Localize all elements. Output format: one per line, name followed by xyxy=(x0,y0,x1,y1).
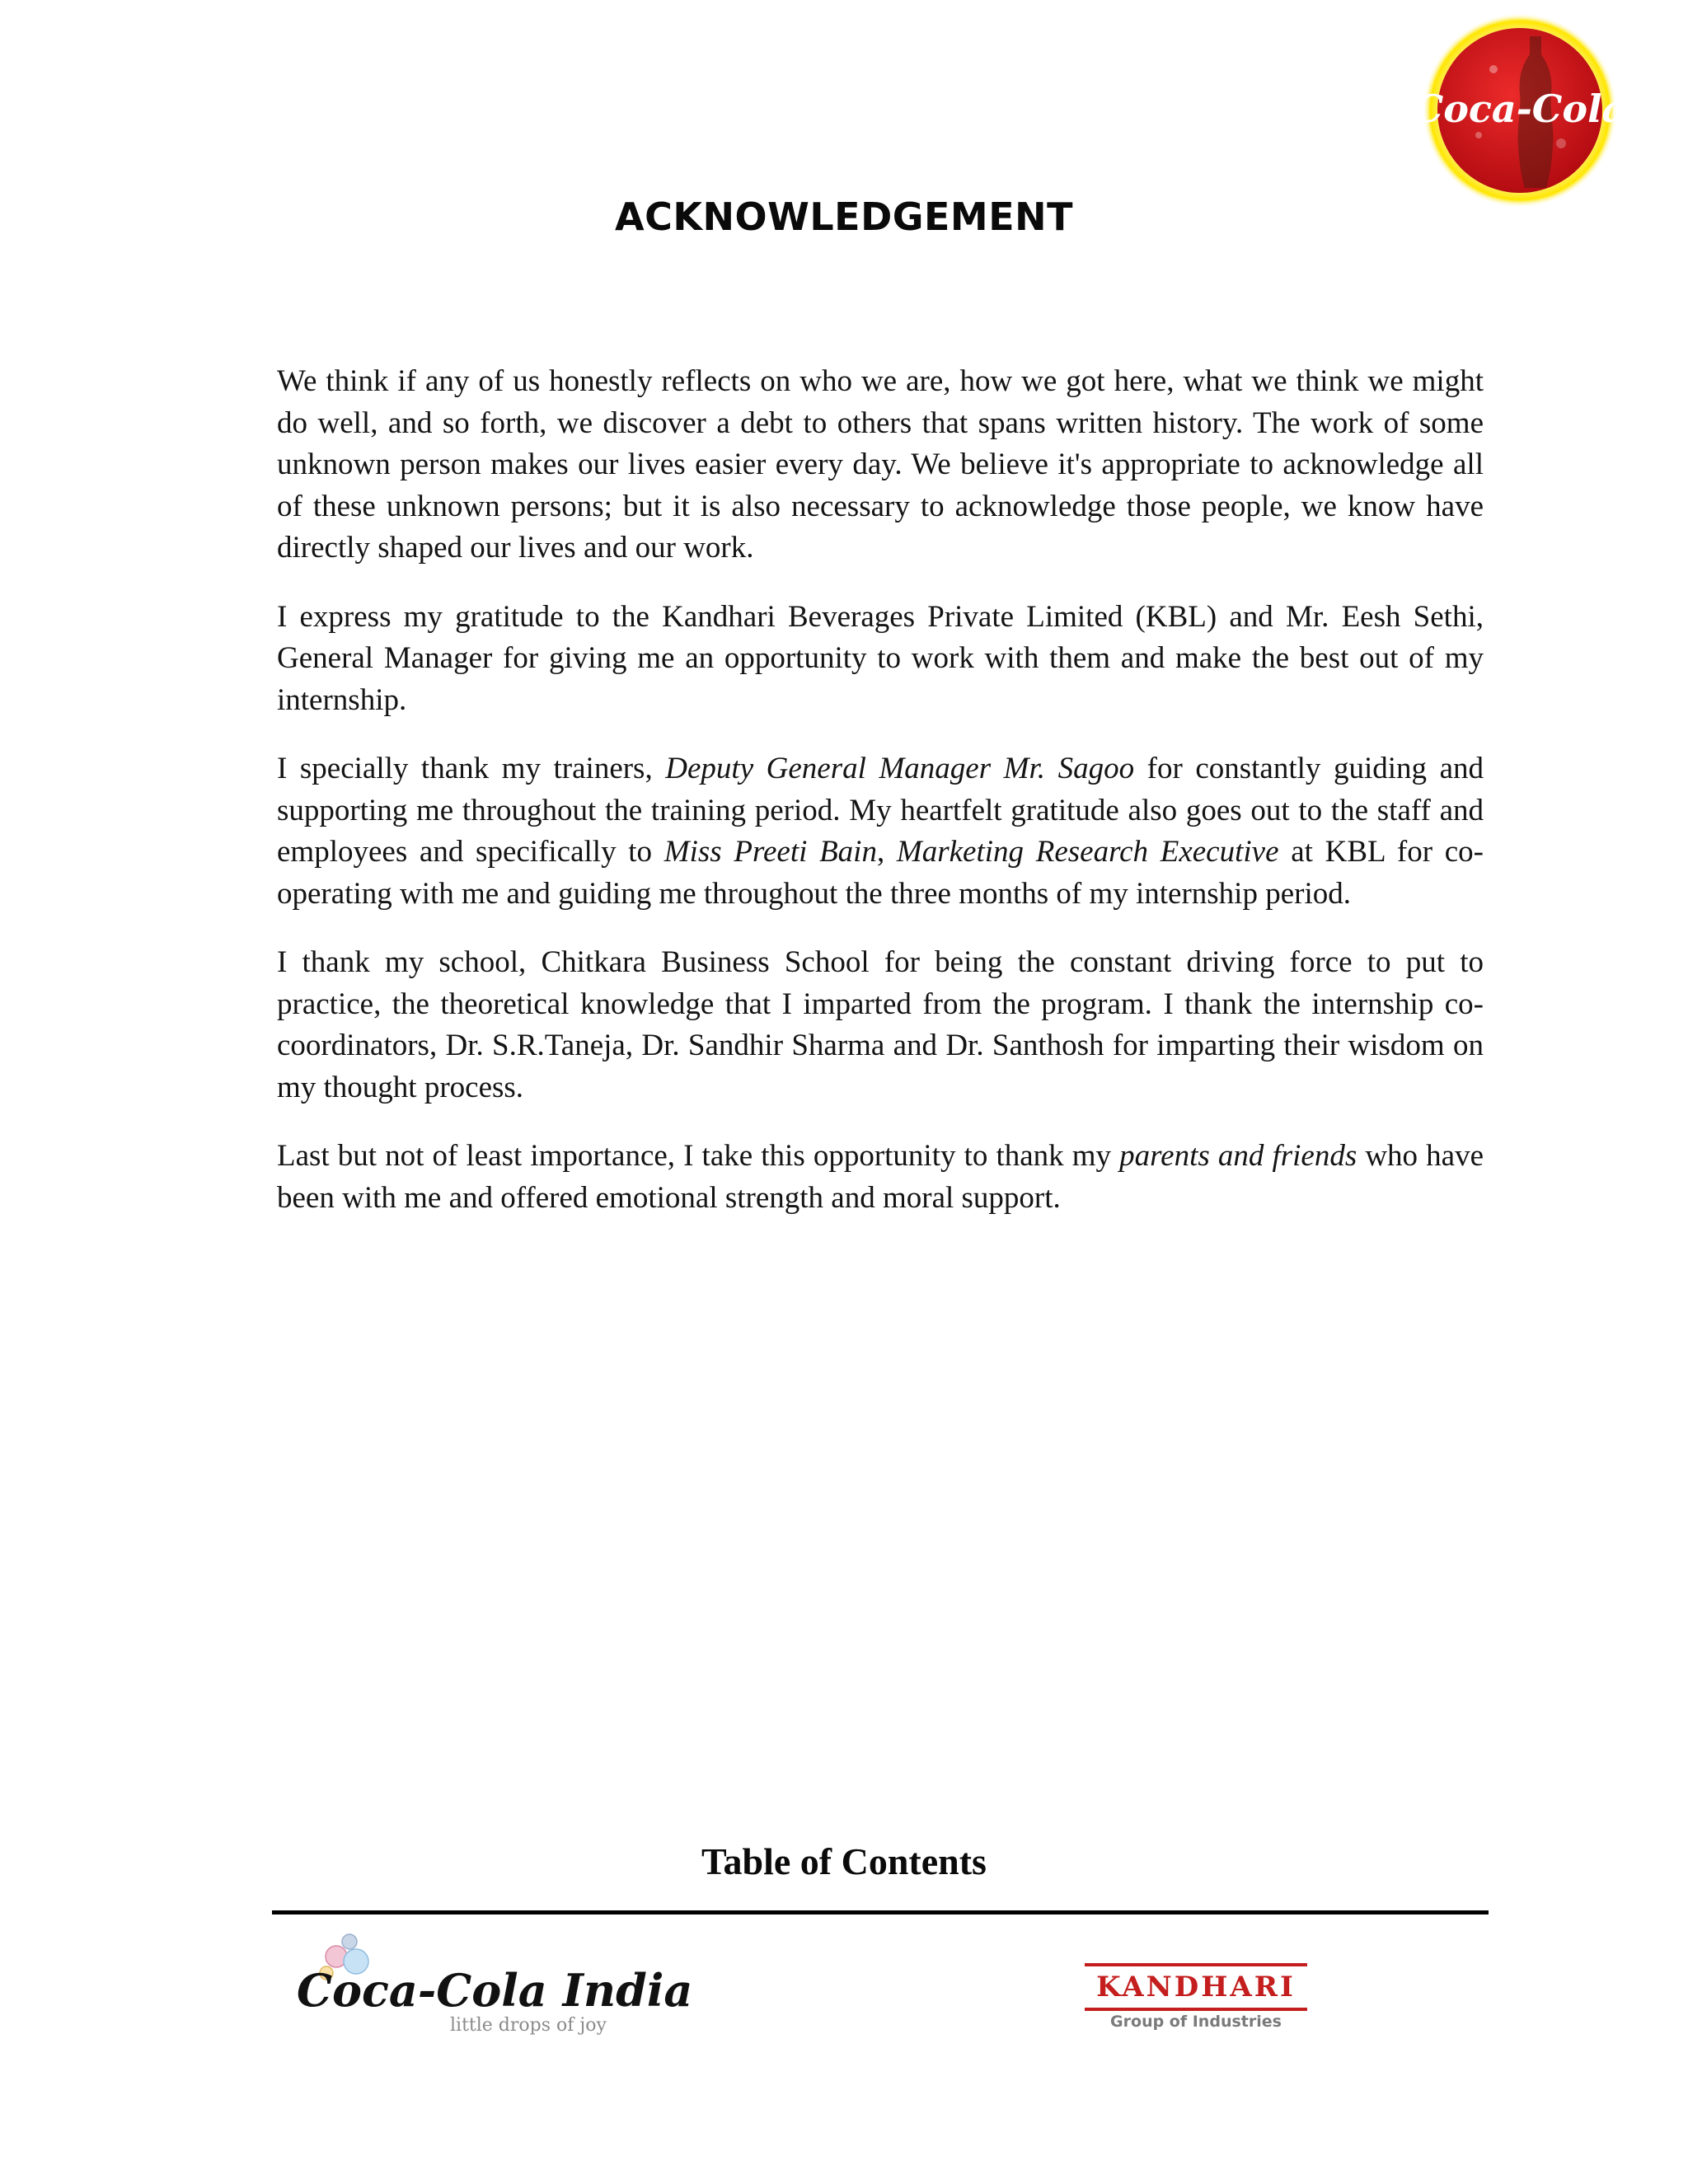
paragraph-5-text-1: Last but not of least importance, I take this opportunity to thank my xyxy=(277,1139,1120,1173)
paragraph-4: I thank my school, Chitkara Business School for being the constant driving force to put to practice, the theoretical knowledge that I imparted from the program. I thank the internship co-coordinators, Dr. S.R.Taneja, Dr. Sandhir Sharma and Dr. Santhosh for imparting their wisdom on my thought process. xyxy=(277,945,1484,1104)
paragraph-5 xyxy=(277,1136,1484,1219)
table-of-contents-title: Table of Contents xyxy=(701,1840,987,1882)
paragraph-5-text-2: who have been with me and offered emotional strength and moral support. xyxy=(277,1139,1484,1215)
coca-cola-logo xyxy=(1413,12,1627,209)
coca-cola-india-logo xyxy=(293,1925,693,2041)
coca-cola-logo-text: Coca-Cola xyxy=(1413,87,1627,131)
acknowledgement-body xyxy=(277,361,1484,1246)
staff-name: Miss Preeti Bain xyxy=(663,835,877,869)
paragraph-3-text-1: I specially thank my trainers, xyxy=(277,752,666,785)
footer-divider xyxy=(272,1910,1489,1915)
paragraph-3-text-3: , xyxy=(876,835,897,869)
kandhari-tagline: Group of Industries xyxy=(1110,2013,1282,2031)
kandhari-wordmark: KANDHARI xyxy=(1096,1971,1296,2004)
kandhari-logo xyxy=(1076,1958,1324,2034)
coca-cola-india-tagline: little drops of joy xyxy=(450,2015,607,2036)
kandhari-wordmark-box xyxy=(1085,1963,1307,2011)
parents-friends: parents and friends xyxy=(1119,1139,1357,1173)
coca-cola-india-wordmark: Coca-Cola India xyxy=(297,1964,693,2017)
staff-title: Marketing Research Executive xyxy=(896,835,1279,869)
paragraph-3 xyxy=(277,748,1484,915)
trainer-name: Deputy General Manager Mr. Sagoo xyxy=(665,752,1135,785)
paragraph-2: I express my gratitude to the Kandhari Beverages Private Limited (KBL) and Mr. Eesh Sethi, General Manager for giving me an opportunity to work with them and make the best out of my internship. xyxy=(277,599,1484,717)
page-heading: ACKNOWLEDGEMENT xyxy=(614,194,1074,239)
paragraph-3-text-4: at KBL for co-operating with me and guiding me throughout the three months of my internship period. xyxy=(277,835,1484,911)
paragraph-3-text-2: for constantly guiding and supporting me throughout the training period. My heartfelt gratitude also goes out to the staff and employees and specifically to xyxy=(277,752,1484,869)
paragraph-1: We think if any of us honestly reflects on who we are, how we got here, what we think we might do well, and so forth, we discover a debt to others that spans written history. The work of some unknown person makes our lives easier every day. We believe it's appropriate to acknowledge all of these unknown persons; but it is also necessary to acknowledge those people, we know have directly shaped our lives and our work. xyxy=(277,364,1484,565)
